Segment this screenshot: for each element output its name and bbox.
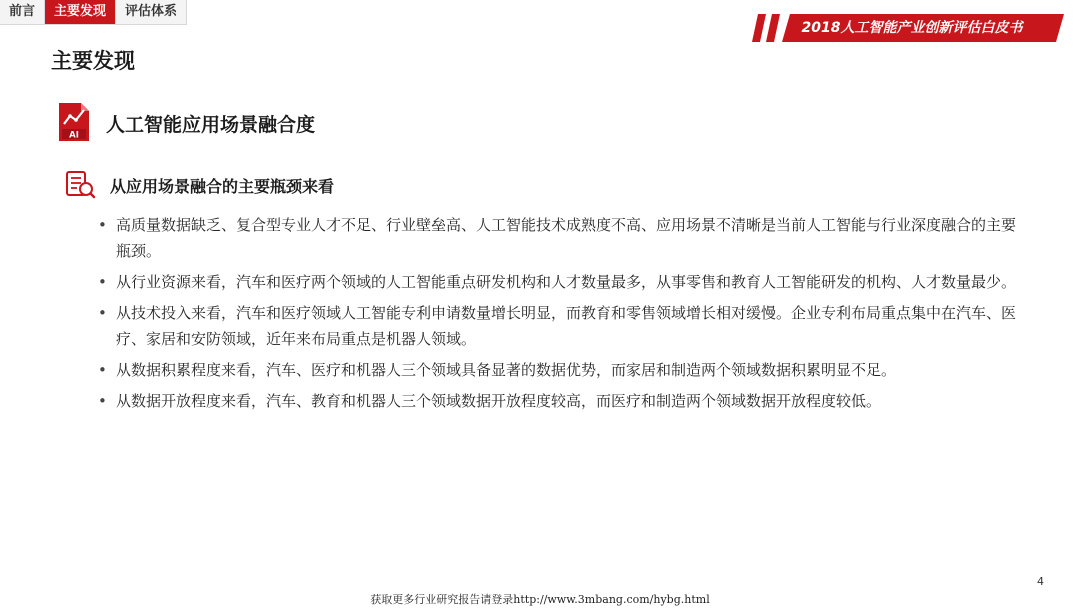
finding-item: • 从数据积累程度来看，汽车、医疗和机器人三个领域具备显著的数据优势，而家居和制造两个领域数据积累明显不足。 xyxy=(96,357,1026,383)
tab-preface[interactable]: 前言 xyxy=(0,0,45,24)
findings-list xyxy=(96,212,1026,419)
top-tab-bar xyxy=(0,0,187,25)
subsection-heading: 从应用场景融合的主要瓶颈来看 xyxy=(110,177,335,196)
finding-item: • 高质量数据缺乏、复合型专业人才不足、行业壁垒高、人工智能技术成熟度不高、应用场景不清晰是当前人工智能与行业深度融合的主要瓶颈。 xyxy=(96,212,1026,264)
banner-title: 2018人工智能产业创新评估白皮书 xyxy=(801,20,1023,36)
page-title: 主要发现 xyxy=(51,49,135,73)
ai-icon-label: AI xyxy=(69,130,79,141)
tab-main-findings[interactable]: 主要发现 xyxy=(45,0,116,24)
tab-evaluation-system[interactable]: 评估体系 xyxy=(116,0,187,24)
ai-chart-icon xyxy=(57,101,91,143)
section-heading: 人工智能应用场景融合度 xyxy=(106,114,316,136)
finding-item: • 从技术投入来看，汽车和医疗领域人工智能专利申请数量增长明显，而教育和零售领域增长相对缓慢。企业专利布局重点集中在汽车、医疗、家居和安防领域，近年来布局重点是机器人领域。 xyxy=(96,300,1026,352)
report-title-banner xyxy=(752,14,1064,42)
finding-item: • 从行业资源来看，汽车和医疗两个领域的人工智能重点研发机构和人才数量最多，从事零售和教育人工智能研发的机构、人才数量最少。 xyxy=(96,269,1026,295)
footer-note: 获取更多行业研究报告请登录http://www.3mbang.com/hybg.html xyxy=(370,593,710,606)
report-search-icon xyxy=(64,169,96,199)
page-number: 4 xyxy=(1037,575,1044,588)
finding-item: • 从数据开放程度来看，汽车、教育和机器人三个领域数据开放程度较高，而医疗和制造两个领域数据开放程度较低。 xyxy=(96,388,1026,414)
